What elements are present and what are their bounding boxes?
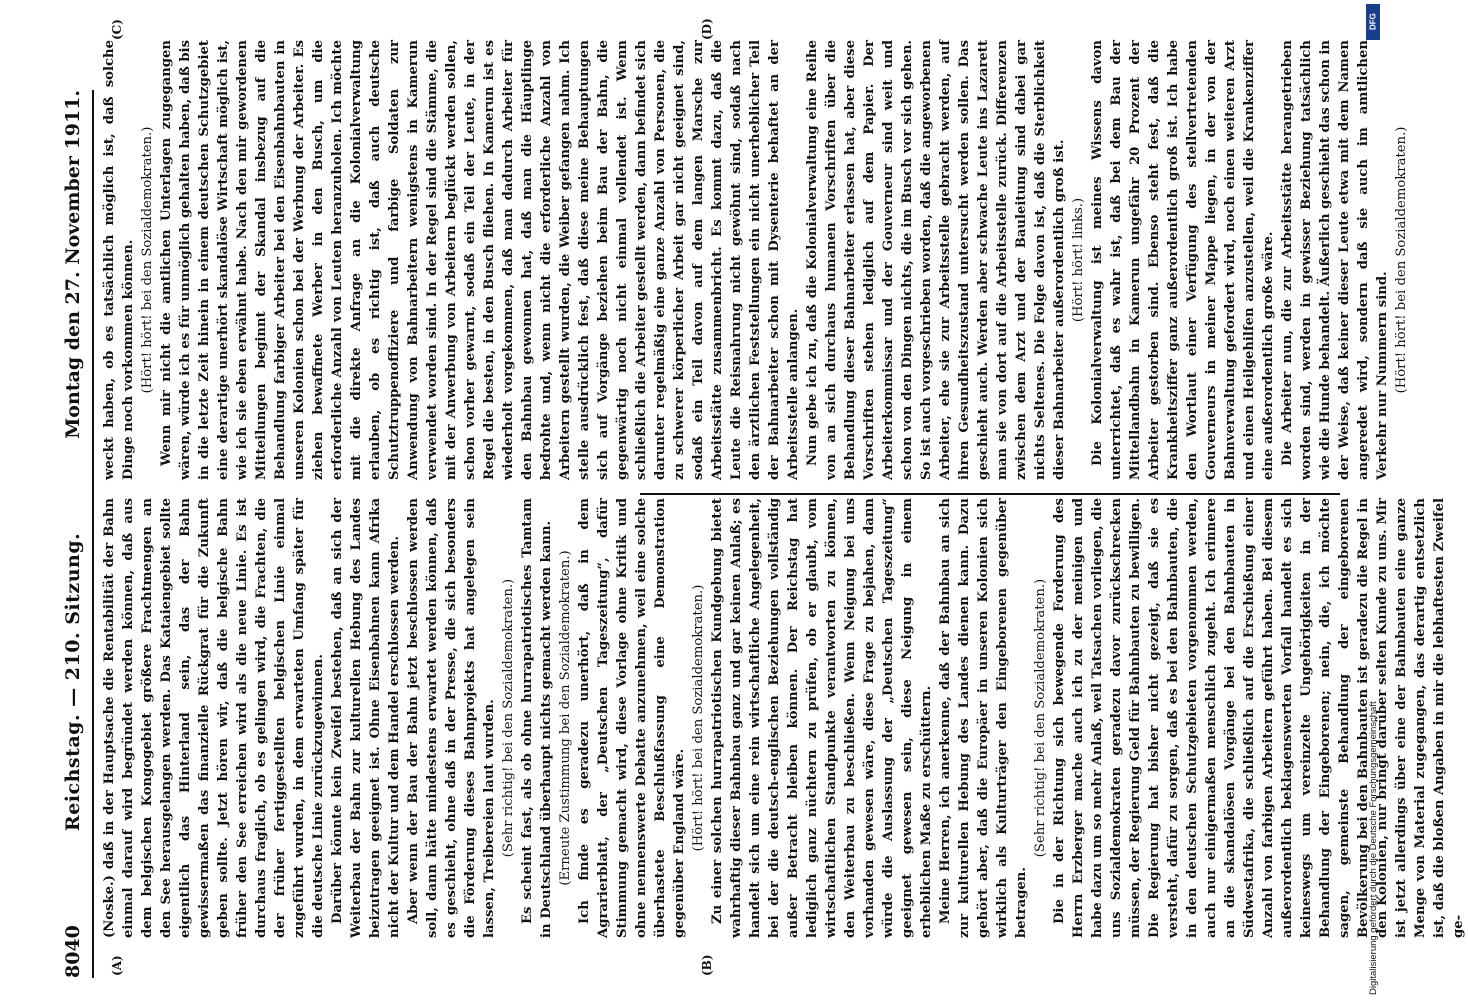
interjection: (Hört! hört! links.) bbox=[1071, 197, 1086, 323]
page-header bbox=[62, 90, 94, 978]
paragraph: Ich finde es geradezu unerhört, daß in dem Agrarierblatt, der „Deutschen Tageszeitung“, dafür Stimmung gemacht wird, diese Vorlage ohne Kritik und ohne nennenswerte Debatte anzunehmen, weil eine solche überhastete Beschlußfassung eine Demonstration gegenüber England wäre. bbox=[577, 498, 687, 938]
paragraph: (Noske.) daß in der Hauptsache die Rentabilität der Bahn einmal darauf wird begründet werden können, daß aus dem belgischen Kongogebiet größere Frachtmengen an den See herausgelangen werden. Das Kataiengebiet sollte eigentlich das Hinterland sein, das der Bahn gewissermaßen das finanzielle Rückgrat für die Zukunft geben sollte. Jetzt hören wir, daß die belgische Bahn früher den See erreichen wird als die neue Linie. Es ist durchaus fraglich, ob es gelingen wird, die Frachten, die der früher fertiggestellten belgischen Linie einmal zugeführt wurden, in dem erwarteten Umfang später für die deutsche Linie zurückzugewinnen. bbox=[102, 498, 326, 938]
paragraph: Wenn mir nicht die amtlichen Unterlagen zugegangen wären, würde ich es für unmöglich gehalten haben, daß bis in die letzte Zeit hinein in einem deutschen Schutzgebiet eine derartige unerhört skandalöse Wirtschaft möglich ist, wie ich sie eben erwähnt habe. Nach den mir gewordenen Mitteilungen beginnt der Skandal insbezug auf die Behandlung farbiger Arbeiter bei den Eisenbahnbauten in unseren Kolonien schon bei der Werbung der Arbeiter. Es ziehen bewaffnete Werber in den Busch, um die erforderliche Anzahl von Leuten heranzuholen. Ich möchte mit die direkte Anfrage an die Kolonialverwaltung erlauben, ob es richtig ist, daß auch deutsche Schutztruppenoffiziere und farbige Soldaten zur Anwendung von Bahnarbeitern wenigstens in Kamerun verwendet worden sind. In der Regel sind die Stämme, die mit der Anwerbung von Arbeitern beglückt werden sollen, schon vorher gewarnt, sodaß ein Teil der Leute, in der Regel die besten, in den Busch fliehen. In Kamerun ist es wiederholt vorgekommen, daß man dadurch Arbeiter für den Bahnbau gewonnen hat, daß man die Häuptlinge bedrohte und, wenn nicht die erforderliche Anzahl von Arbeitern gestellt wurden, die Weiber gefangen nahm. Ich stelle ausdrücklich fest, daß diese meine Behauptungen sich auf Vorgänge beziehen beim Bau der Bahn, die gegenwärtig noch nicht einmal vollendet ist. Wenn schließlich die Arbeiter gestellt werden, dann befindet sich darunter regelmäßig eine ganze Anzahl von Personen, die zu schwerer körperlicher Arbeit gar nicht geeignet sind, sodaß ein Teil davon auf dem langen Marsche zur Arbeitsstätte zusammenbricht. Es kommt dazu, daß die Leute die Reisnahrung nicht gewöhnt sind, sodaß nach den ärztlichen Feststellungen ein nicht unerheblicher Teil der Bahnarbeiter schon mit Dysenterie behaftet an der Arbeitsstelle anlangen. bbox=[159, 40, 801, 480]
interjection: (Hört! hört! bei den Sozialdemokraten.) bbox=[691, 584, 706, 852]
paragraph: Darüber könnte kein Zweifel bestehen, daß an sich der Weiterbau der Bahn zur kulturellen Hebung des Landes beizutragen geeignet ist. Ohne Eisenbahnen kann Afrika nicht der Kultur und dem Handel erschlossen werden. bbox=[330, 498, 402, 938]
margin-marker-a: (A) bbox=[110, 955, 124, 976]
paragraph: Meine Herren, ich anerkenne, daß der Bahnbau an sich zur kulturellen Hebung des Landes dienen kann. Dazu gehört aber, daß die Europäer in unseren Kolonien sich wirklich als Kulturträger den Eingeborenen gegenüber betragen. bbox=[938, 498, 1029, 938]
paragraph: Es scheint fast, als ob ohne hurrapatriotisches Tamtam in Deutschland überhaupt nichts gemacht werden kann. bbox=[520, 498, 554, 938]
paragraph: Aber wenn der Bau der Bahn jetzt beschlossen werden soll, dann hätte mindestens erwartet werden können, daß es geschieht, ohne daß in der Presse, die sich besonders die Förderung dieses Bahnprojekts hat angelegen sein lassen, Treibereien laut wurden. bbox=[406, 498, 497, 938]
digitization-credit: Digitalisierung gefördert durch die Deutsche Forschungsgemeinschaft bbox=[1368, 701, 1379, 995]
margin-marker-d: (D) bbox=[700, 18, 714, 40]
paragraph: Die in der Richtung sich bewegende Forderung des Herrn Erzberger mache auch ich zu der meinigen und habe dazu um so mehr Anlaß, weil Tatsachen vorliegen, die uns Sozialdemokraten geradezu davor zurückschrecken müssen, der Regierung Geld für Bahnbauten zu bewilligen. Die Regierung hat bisher nicht gezeigt, daß sie es versteht, dafür zu sorgen, daß es bei den Bahnbauten, die in den deutschen Schutzgebieten vorgenommen werden, auch nur einigermaßen menschlich zugeht. Ich erinnere an die skandalösen Vorgänge bei den Bahnbauten in Südwestafrika, die schließlich auf die Erschießung einer Anzahl von farbigen Arbeitern geführt haben. Bei diesem außerordentlich beklagenswerten Vorfall handelt es sich keineswegs um vereinzelte Ungehörigkeiten in der Behandlung der Eingeborenen; nein, die, ich möchte sagen, gemeinste Behandlung der eingeborenen Bevölkerung bei den Bahnbauten ist geradezu die Regel in den Kolonien, nur bringt darüber selten Kunde zu uns. Mir ist jetzt allerdings über eine der Bahnbauten eine ganze Menge von Material zugegangen, das derartig entsetzlich ist, daß die bloßen Angaben in mir die lebhaftesten Zweifel ge- bbox=[1052, 498, 1466, 938]
margin-marker-b: (B) bbox=[700, 954, 714, 976]
session-title: Reichstag. — 210. Sitzung. bbox=[62, 532, 84, 832]
interjection: (Hört! hört! bei den Sozialdemokraten.) bbox=[1394, 126, 1409, 394]
margin-marker-c: (C) bbox=[110, 19, 124, 40]
paragraph: Nun gebe ich zu, daß die Kolonialverwaltung eine Reihe von an sich durchaus humanen Vorschriften über die Behandlung dieser Bahnarbeiter erlassen hat, aber diese Vorschriften stehen lediglich auf dem Papier. Der Arbeiterkommissar und der Gouverneur sind weit und schon von den Dingen nichts, die im Busch vor sich gehen. So ist auch vorgeschrieben worden, daß die angeworbenen Arbeiter, ehe sie zur Arbeitsstelle gebracht werden, auf ihren Gesundheitszustand untersucht werden sollen. Das geschieht auch. Werden aber schwache Leute ins Lazarett man sie von dort auf die Arbeitsstelle zurück. Differenzen zwischen dem Arzt und der Bauleitung sind dabei gar nichts Seltenes. Die Folge davon ist, daß die Sterblichkeit dieser Bahnarbeiter außerordentlich groß ist. bbox=[805, 40, 1067, 480]
paragraph: Die Kolonialverwaltung ist meines Wissens davon unterrichtet, daß es wahr ist, daß bei dem Bau der Mittellandbahn in Kamerun ungefähr 20 Prozent der Arbeiter gestorben sind. Ebenso steht fest, daß die Krankheitsziffer ganz außerordentlich groß ist. Ich habe den Wortlaut einer Verfügung des stellvertretenden Gouverneurs in meiner Mappe liegen, in der von der Bahnverwaltung gefordert wird, noch einen weiteren Arzt und einen Heilgehilfen anzustellen, weil die Krankenziffer eine außerordentlich große wäre. bbox=[1090, 40, 1276, 480]
dfg-logo: DFG bbox=[1366, 4, 1380, 40]
paragraph: Zu einer solchen hurrapatriotischen Kundgebung bietet wahrhaftig dieser Bahnbau ganz und gar keinen Anlaß; es handelt sich um eine rein wirtschaftliche Angelegenheit, bei der die deutsch-englischen Beziehungen vollständig außer Betracht bleiben können. Der Reichstag hat lediglich ganz nüchtern zu prüfen, ob er glaubt, vom wirtschaftlichen Standpunkte verantworten zu können, den Weiterbau zu beschließen. Wenn Neigung bei uns vorhanden gewesen wäre, diese Frage zu bejahen, dann würde die Auslassung der „Deutschen Tageszeitung“ geeignet gewesen sein, diese Neigung in einem erheblichen Maße zu erschüttern. bbox=[710, 498, 934, 938]
paragraph: weckt haben, ob es tatsächlich möglich ist, daß solche Dinge noch vorkommen können. bbox=[102, 40, 136, 480]
right-text-column bbox=[100, 40, 1409, 480]
session-date: Montag den 27. November 1911. bbox=[62, 90, 84, 439]
page-number: 8040 bbox=[62, 925, 84, 978]
interjection: (Sehr richtig! bei den Sozialdemokraten.) bbox=[1033, 578, 1048, 858]
interjection: (Hört! hört! bei den Sozialdemokraten.) bbox=[140, 126, 155, 394]
interjection: (Erneute Zustimmung bei den Sozialdemokraten.) bbox=[558, 550, 573, 886]
interjection: (Sehr richtig! bei den Sozialdemokraten.) bbox=[501, 578, 516, 858]
paragraph: Die Arbeiter nun, die zur Arbeitsstätte herangetrieben worden sind, werden in gewisser Beziehung tatsächlich wie die Hunde behandelt. Äußerlich geschieht das schon in der Weise, daß keiner dieser Leute etwa mit dem Namen angeredet wird, sondern daß sie auch im amtlichen Verkehr nur Nummern sind. bbox=[1280, 40, 1390, 480]
column-divider bbox=[640, 493, 1340, 495]
